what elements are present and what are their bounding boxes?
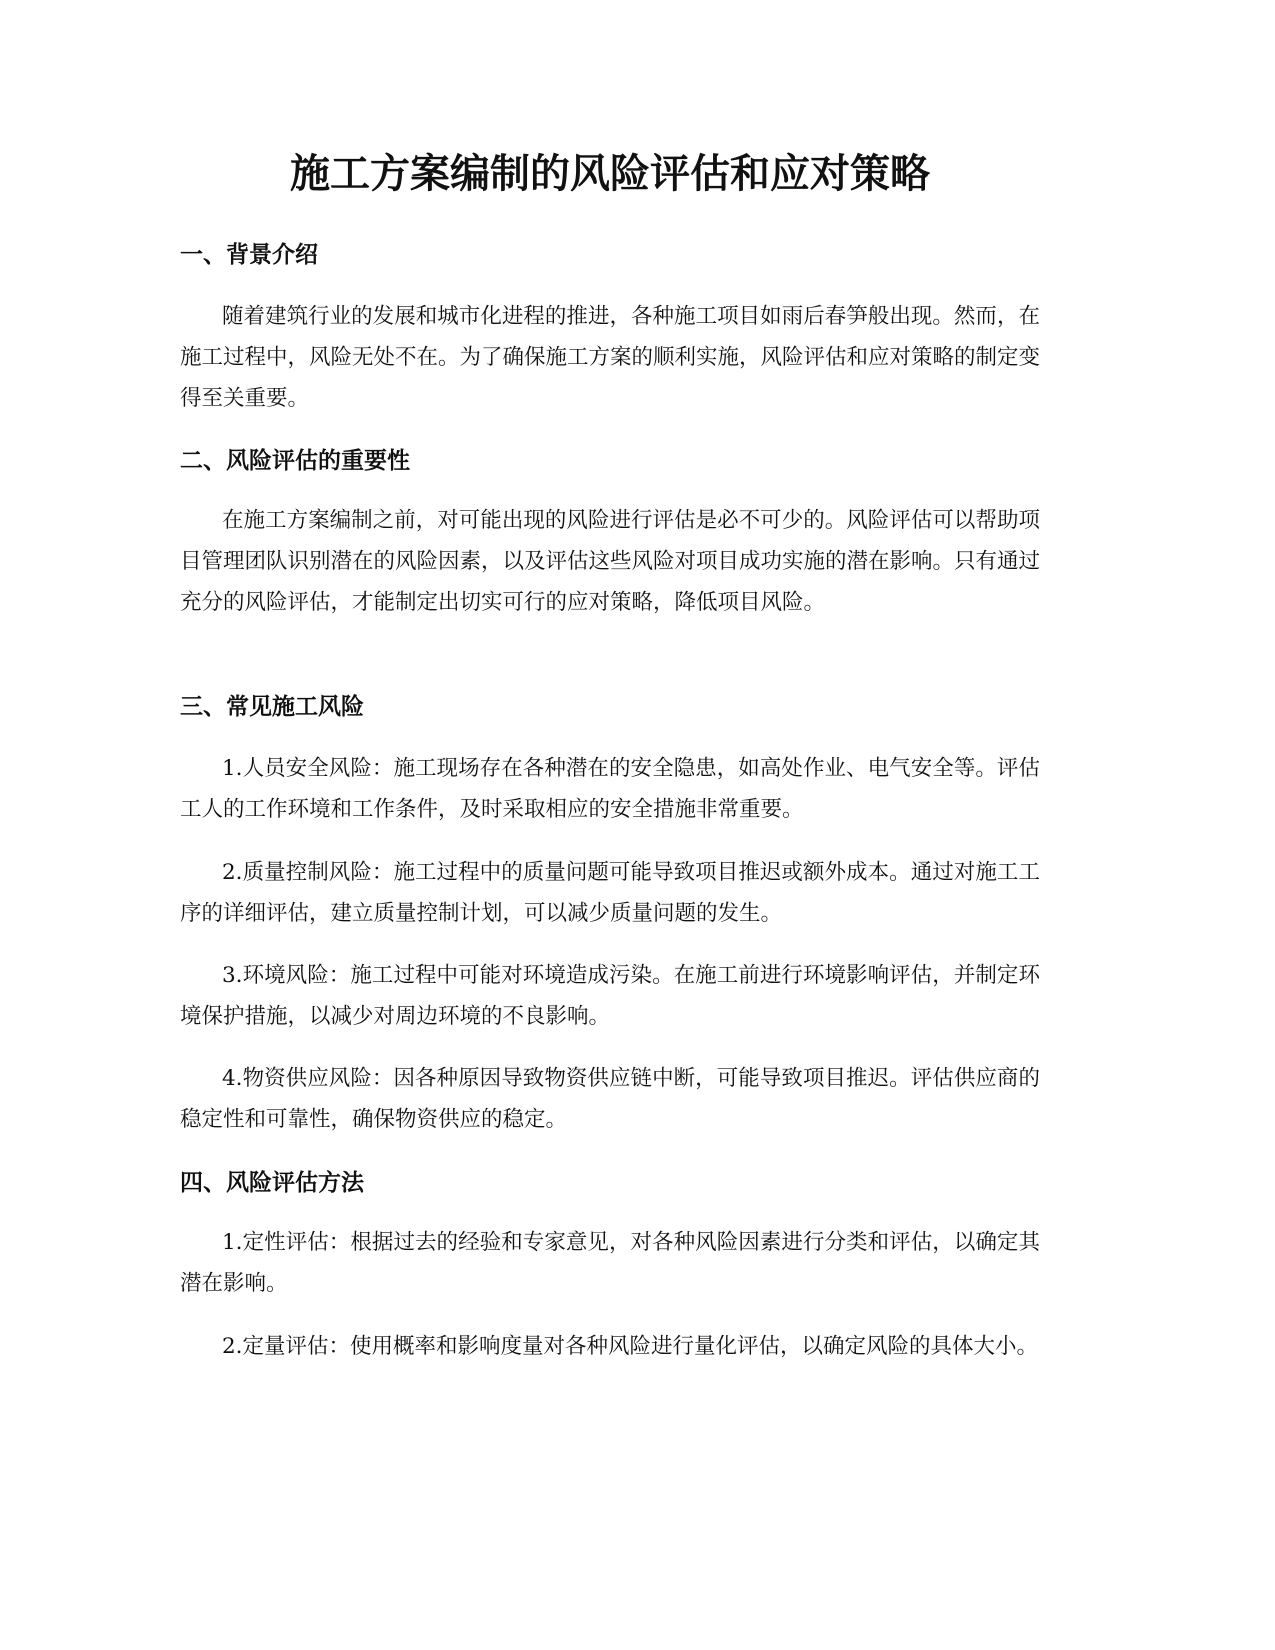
paragraph-qualitative-assessment: 1.定性评估：根据过去的经验和专家意见，对各种风险因素进行分类和评估，以确定其潜在影响。 <box>180 1230 1040 1296</box>
paragraph-quantitative-assessment: 2.定量评估：使用概率和影响度量对各种风险进行量化评估，以确定风险的具体大小。 <box>222 1334 1039 1359</box>
section-heading-background: 一、背景介绍 <box>180 242 318 268</box>
paragraph-quality-control-risk: 2.质量控制风险：施工过程中的质量问题可能导致项目推迟或额外成本。通过对施工工序的详细评估，建立质量控制计划，可以减少质量问题的发生。 <box>180 860 1040 926</box>
paragraph-environmental-risk: 3.环境风险：施工过程中可能对环境造成污染。在施工前进行环境影响评估，并制定环境保护措施，以减少对周边环境的不良影响。 <box>180 963 1040 1029</box>
paragraph-personnel-safety-risk: 1.人员安全风险：施工现场存在各种潜在的安全隐患，如高处作业、电气安全等。评估工人的工作环境和工作条件，及时采取相应的安全措施非常重要。 <box>180 756 1040 822</box>
section-heading-common-risks: 三、常见施工风险 <box>180 694 364 720</box>
paragraph-background: 随着建筑行业的发展和城市化进程的推进，各种施工项目如雨后春笋般出现。然而，在施工过程中，风险无处不在。为了确保施工方案的顺利实施，风险评估和应对策略的制定变得至关重要。 <box>180 304 1041 411</box>
paragraph-importance: 在施工方案编制之前，对可能出现的风险进行评估是必不可少的。风险评估可以帮助项目管理团队识别潜在的风险因素，以及评估这些风险对项目成功实施的潜在影响。只有通过充分的风险评估，才能制定出切实可行的应对策略，降低项目风险。 <box>180 508 1041 615</box>
document-title: 施工方案编制的风险评估和应对策略 <box>290 151 930 197</box>
paragraph-supply-risk: 4.物资供应风险：因各种原因导致物资供应链中断，可能导致项目推迟。评估供应商的稳定性和可靠性，确保物资供应的稳定。 <box>180 1066 1040 1132</box>
section-heading-assessment-methods: 四、风险评估方法 <box>180 1170 364 1196</box>
section-heading-importance: 二、风险评估的重要性 <box>180 448 410 474</box>
